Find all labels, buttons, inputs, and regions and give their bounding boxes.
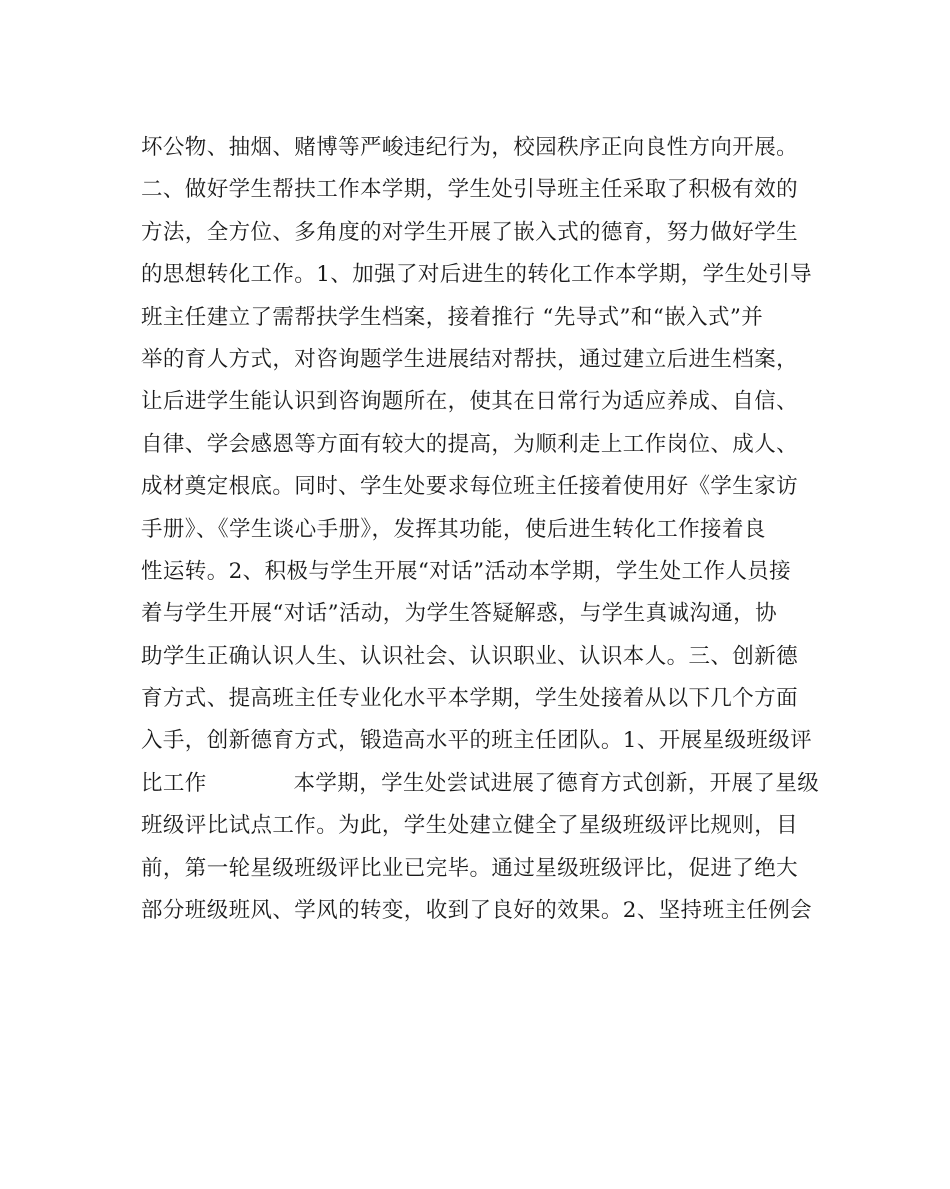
text-line-5: 班主任建立了需帮扶学生档案，接着推行 “先导式”和“嵌入式”并 bbox=[141, 304, 764, 330]
text-line-19: 部分班级班风、学风的转变，收到了良好的效果。2、坚持班主任例会 bbox=[141, 898, 813, 924]
text-line-18: 前，第一轮星级班级评比业已完毕。通过星级班级评比，促进了绝大 bbox=[141, 855, 799, 881]
body-text bbox=[141, 127, 821, 932]
text-line-15: 入手，创新德育方式，锻造高水平的班主任团队。1、开展星级班级评 bbox=[141, 728, 813, 754]
text-line-11: 性运转。2、积极与学生开展“对话”活动本学期，学生处工作人员接 bbox=[141, 558, 792, 584]
text-line-1: 坏公物、抽烟、赌博等严峻违纪行为，校园秩序正向良性方向开展。 bbox=[141, 135, 799, 160]
text-line-8: 自律、学会感恩等方面有较大的提高，为顺利走上工作岗位、成人、 bbox=[141, 431, 799, 457]
text-line-17: 班级评比试点工作。为此，学生处建立健全了星级班级评比规则，目 bbox=[141, 813, 799, 839]
text-line-2: 二、做好学生帮扶工作本学期，学生处引导班主任采取了积极有效的 bbox=[141, 177, 799, 203]
text-line-7: 让后进学生能认识到咨询题所在，使其在日常行为适应养成、自信、 bbox=[141, 389, 799, 415]
text-line-9: 成材奠定根底。同时、学生处要求每位班主任接着使用好《学生家访 bbox=[141, 474, 799, 500]
text-line-12: 着与学生开展“对话”活动，为学生答疑解惑，与学生真诚沟通，协 bbox=[141, 601, 777, 627]
text-line-6: 举的育人方式，对咨询题学生进展结对帮扶，通过建立后进生档案， bbox=[141, 346, 799, 372]
text-line-14: 育方式、提高班主任专业化水平本学期，学生处接着从以下几个方面 bbox=[141, 686, 799, 712]
text-line-3: 方法，全方位、多角度的对学生开展了嵌入式的德育，努力做好学生 bbox=[141, 219, 799, 245]
text-line-13: 助学生正确认识人生、认识社会、认识职业、认识本人。三、创新德 bbox=[141, 643, 799, 669]
text-line-4: 的思想转化工作。1、加强了对后进生的转化工作本学期，学生处引导 bbox=[141, 262, 813, 288]
text-line-16: 比工作 本学期，学生处尝试进展了德育方式创新，开展了星级 bbox=[141, 770, 820, 796]
text-line-10: 手册》、《学生谈心手册》，发挥其功能，使后进生转化工作接着良 bbox=[141, 516, 766, 542]
